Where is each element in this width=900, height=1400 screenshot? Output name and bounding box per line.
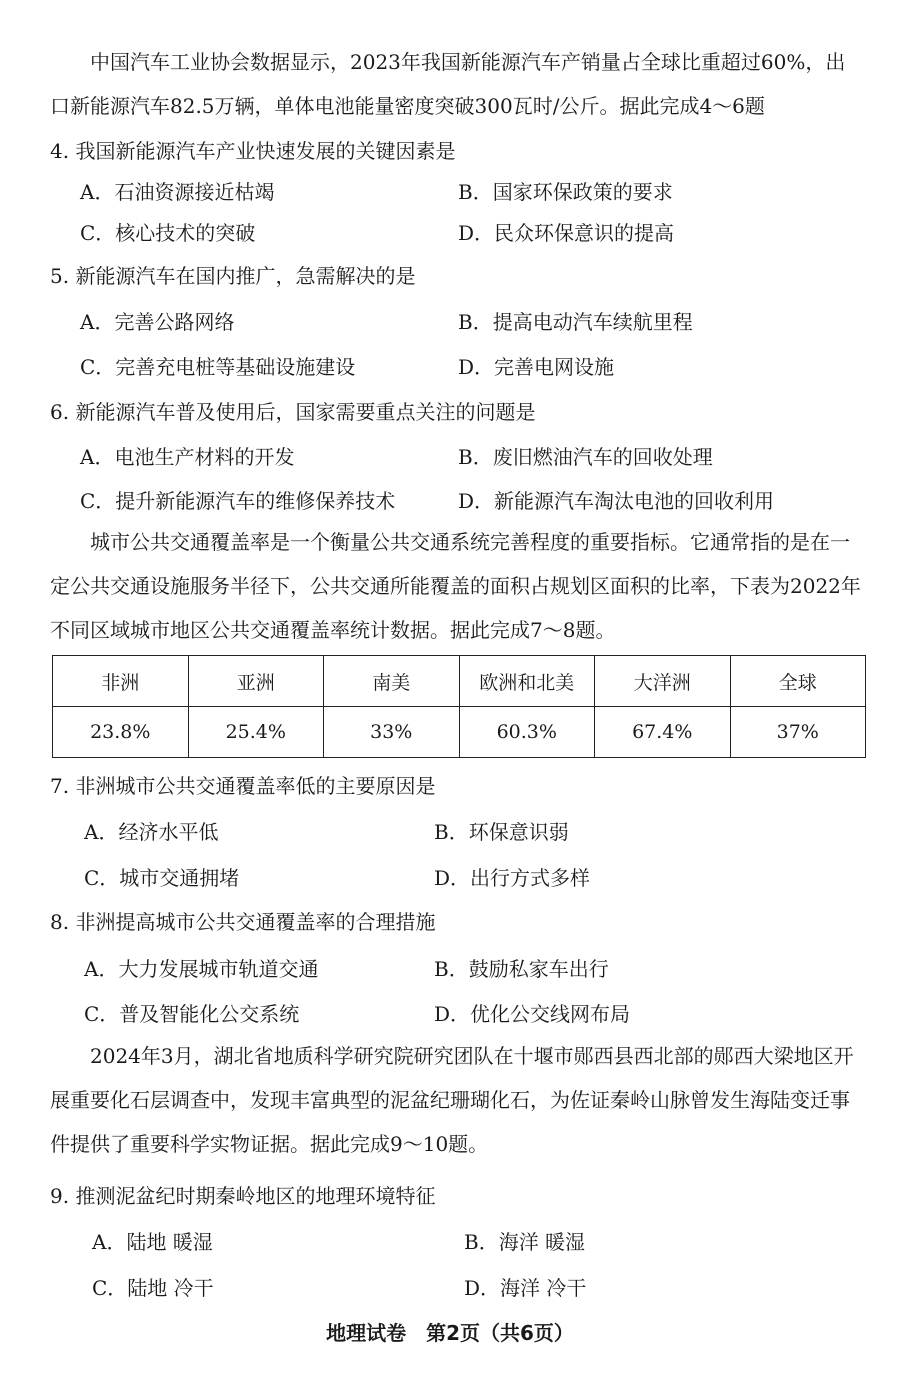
page-footer: 地理试卷 第2页（共6页） [326,1321,574,1345]
q5-option-d: D．完善电网设施 [458,355,615,379]
q4-option-a: A．石油资源接近枯竭 [80,180,275,204]
coverage-table [52,655,866,758]
passage-1: 中国汽车工业协会数据显示，2023年我国新能源汽车产销量占全球比重超过60%，出口新能源汽车82.5万辆，单体电池能量密度突破300瓦时/公斤。据此完成4～6题 [50,50,846,118]
question-7-stem: 7. 非洲城市公共交通覆盖率低的主要原因是 [50,774,436,798]
table-header-row [53,656,866,707]
q9-option-d: D．海洋 冷干 [464,1276,587,1300]
q4-option-d: D．民众环保意识的提高 [458,221,675,245]
table-value-cell: 67.4% [595,707,731,758]
q6-option-a: A．电池生产材料的开发 [80,445,295,469]
q7-option-b: B．环保意识弱 [434,820,569,844]
table-value-cell: 25.4% [188,707,324,758]
passage-3: 2024年3月，湖北省地质科学研究院研究团队在十堰市郧西县西北部的郧西大梁地区开展重要化石层调查中，发现丰富典型的泥盆纪珊瑚化石，为佐证秦岭山脉曾发生海陆变迁事件提供了重要科学实物证据。据此完成9～10题。 [50,1044,854,1156]
table-value-row [53,707,866,758]
q9-option-c: C．陆地 冷干 [92,1276,214,1300]
table-header-cell: 欧洲和北美 [459,656,595,707]
q8-option-b: B．鼓励私家车出行 [434,957,609,981]
q8-option-a: A．大力发展城市轨道交通 [84,957,319,981]
question-8-stem: 8. 非洲提高城市公共交通覆盖率的合理措施 [50,910,436,934]
q5-option-c: C．完善充电桩等基础设施建设 [80,355,356,379]
table-header-cell: 非洲 [53,656,189,707]
question-9-stem: 9. 推测泥盆纪时期秦岭地区的地理环境特征 [50,1184,436,1208]
q8-option-d: D．优化公交线网布局 [434,1002,631,1026]
q5-option-a: A．完善公路网络 [80,310,235,334]
table-header-cell: 亚洲 [188,656,324,707]
q6-option-d: D．新能源汽车淘汰电池的回收利用 [458,489,775,513]
q7-option-d: D．出行方式多样 [434,866,591,890]
q6-option-b: B．废旧燃油汽车的回收处理 [458,445,713,469]
table-header-cell: 全球 [730,656,866,707]
question-5-stem: 5. 新能源汽车在国内推广，急需解决的是 [50,264,416,288]
table-header-cell: 大洋洲 [595,656,731,707]
table-header-cell: 南美 [324,656,460,707]
q4-option-b: B．国家环保政策的要求 [458,180,673,204]
passage-2: 城市公共交通覆盖率是一个衡量公共交通系统完善程度的重要指标。它通常指的是在一定公共交通设施服务半径下，公共交通所能覆盖的面积占规划区面积的比率，下表为2022年不同区域城市地区公共交通覆盖率统计数据。据此完成7～8题。 [50,530,861,642]
q9-option-b: B．海洋 暖湿 [464,1230,586,1254]
q4-option-c: C．核心技术的突破 [80,221,256,245]
table-value-cell: 60.3% [459,707,595,758]
table-value-cell: 23.8% [53,707,189,758]
q7-option-a: A．经济水平低 [84,820,219,844]
q8-option-c: C．普及智能化公交系统 [84,1002,300,1026]
q5-option-b: B．提高电动汽车续航里程 [458,310,693,334]
question-4-stem: 4. 我国新能源汽车产业快速发展的关键因素是 [50,139,456,163]
q7-option-c: C．城市交通拥堵 [84,866,240,890]
q9-option-a: A．陆地 暖湿 [92,1230,213,1254]
question-6-stem: 6. 新能源汽车普及使用后，国家需要重点关注的问题是 [50,400,536,424]
table-value-cell: 37% [730,707,866,758]
table-value-cell: 33% [324,707,460,758]
q6-option-c: C．提升新能源汽车的维修保养技术 [80,489,396,513]
